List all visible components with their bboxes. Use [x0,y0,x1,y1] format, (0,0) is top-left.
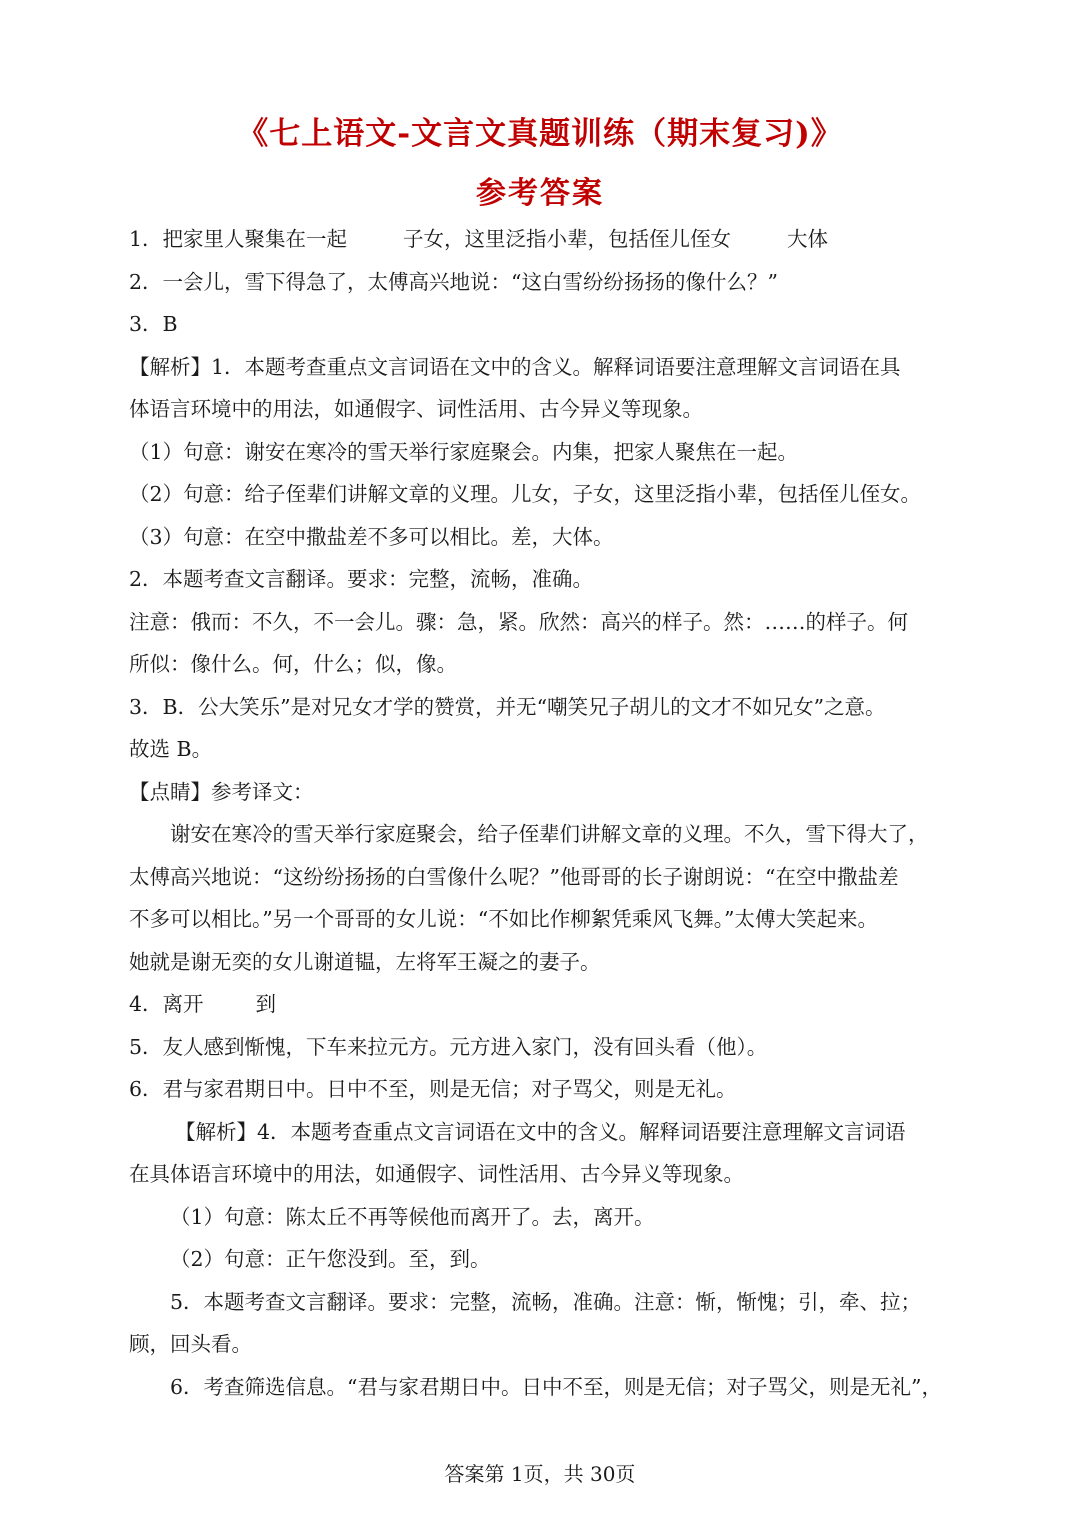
analysis-2-line-3: 所似：像什么。何，什么；似，像。 [129,652,457,676]
analysis-4-item-2: （2）句意：正午您没到。至，到。 [170,1247,491,1271]
document-title: 《七上语文-文言文真题训练（期末复习)》 [237,116,843,152]
analysis-1-item-1: （1）句意：谢安在寒冷的雪天举行家庭聚会。内集，把家人聚焦在一起。 [129,439,799,464]
translation-line-2: 太傅高兴地说：“这纷纷扬扬的白雪像什么呢？”他哥哥的长子谢朗说：“在空中撒盐差 [129,864,899,889]
answer-1-part-c: 大体 [787,227,829,251]
translation-line-3: 不多可以相比。”另一个哥哥的女儿说：“不如比作柳絮凭乘风飞舞。”太傅大笑起来。 [129,907,878,931]
analysis-6-line-1: 6．考查筛选信息。“君与家君期日中。日中不至，则是无信；对子骂父，则是无礼”， [170,1374,943,1399]
analysis-3-line-2: 故选 B。 [129,737,213,761]
analysis-2-line-2: 注意：俄而：不久，不一会儿。骤：急，紧。欣然：高兴的样子。然：……的样子。何 [129,609,908,634]
analysis-5-line-1: 5．本题考查文言翻译。要求：完整，流畅，准确。注意：惭，惭愧；引，牵、拉； [170,1289,922,1314]
analysis-4-line-2: 在具体语言环境中的用法，如通假字、词性活用、古今异义等现象。 [129,1162,744,1186]
answer-4-part-a: 4．离开 [129,992,204,1016]
analysis-4-line-1: 【解析】4．本题考查重点文言词语在文中的含义。解释词语要注意理解文言词语 [175,1119,906,1144]
answer-2: 2．一会儿，雪下得急了，太傅高兴地说：“这白雪纷纷扬扬的像什么？” [129,269,779,294]
analysis-1-item-2: （2）句意：给子侄辈们讲解文章的义理。儿女，子女，这里泛指小辈，包括侄儿侄女。 [129,482,922,506]
translation-line-4: 她就是谢无奕的女儿谢道韫，左将军王凝之的妻子。 [129,949,601,974]
answer-5: 5．友人感到惭愧，下车来拉元方。元方进入家门，没有回头看（他）。 [129,1034,768,1059]
analysis-3-line-1: 3．B．公大笑乐”是对兄女才学的赞赏，并无“嘲笑兄子胡儿的文才不如兄女”之意。 [129,694,886,719]
translation-line-1: 谢安在寒冷的雪天举行家庭聚会，给子侄辈们讲解文章的义理。不久，雪下得大了， [170,822,929,846]
analysis-4-item-1: （1）句意：陈太丘不再等候他而离开了。去，离开。 [170,1204,655,1229]
analysis-1-line-2: 体语言环境中的用法，如通假字、词性活用、古今异义等现象。 [129,397,703,421]
document-body [129,218,959,1408]
analysis-1-line-1: 【解析】1．本题考查重点文言词语在文中的含义。解释词语要注意理解文言词语在具 [129,354,901,379]
answer-4-part-b: 到 [255,992,277,1016]
answer-4 [129,983,959,1026]
answer-1 [129,218,959,261]
answer-3: 3．B [129,312,178,336]
answer-1-part-a: 1．把家里人聚集在一起 [129,227,348,251]
page-footer: 答案第 1页，共 30页 [444,1462,636,1486]
answer-1-part-b: 子女，这里泛指小辈，包括侄儿侄女 [403,227,732,251]
analysis-1-item-3: （3）句意：在空中撒盐差不多可以相比。差，大体。 [129,524,614,549]
analysis-2-line-1: 2．本题考查文言翻译。要求：完整，流畅，准确。 [129,567,594,591]
analysis-5-line-2: 顾，回头看。 [129,1332,252,1356]
dianjing-label: 【点睛】参考译文： [129,779,314,804]
document-subtitle: 参考答案 [476,176,604,211]
answer-6: 6．君与家君期日中。日中不至，则是无信；对子骂父，则是无礼。 [129,1077,737,1101]
